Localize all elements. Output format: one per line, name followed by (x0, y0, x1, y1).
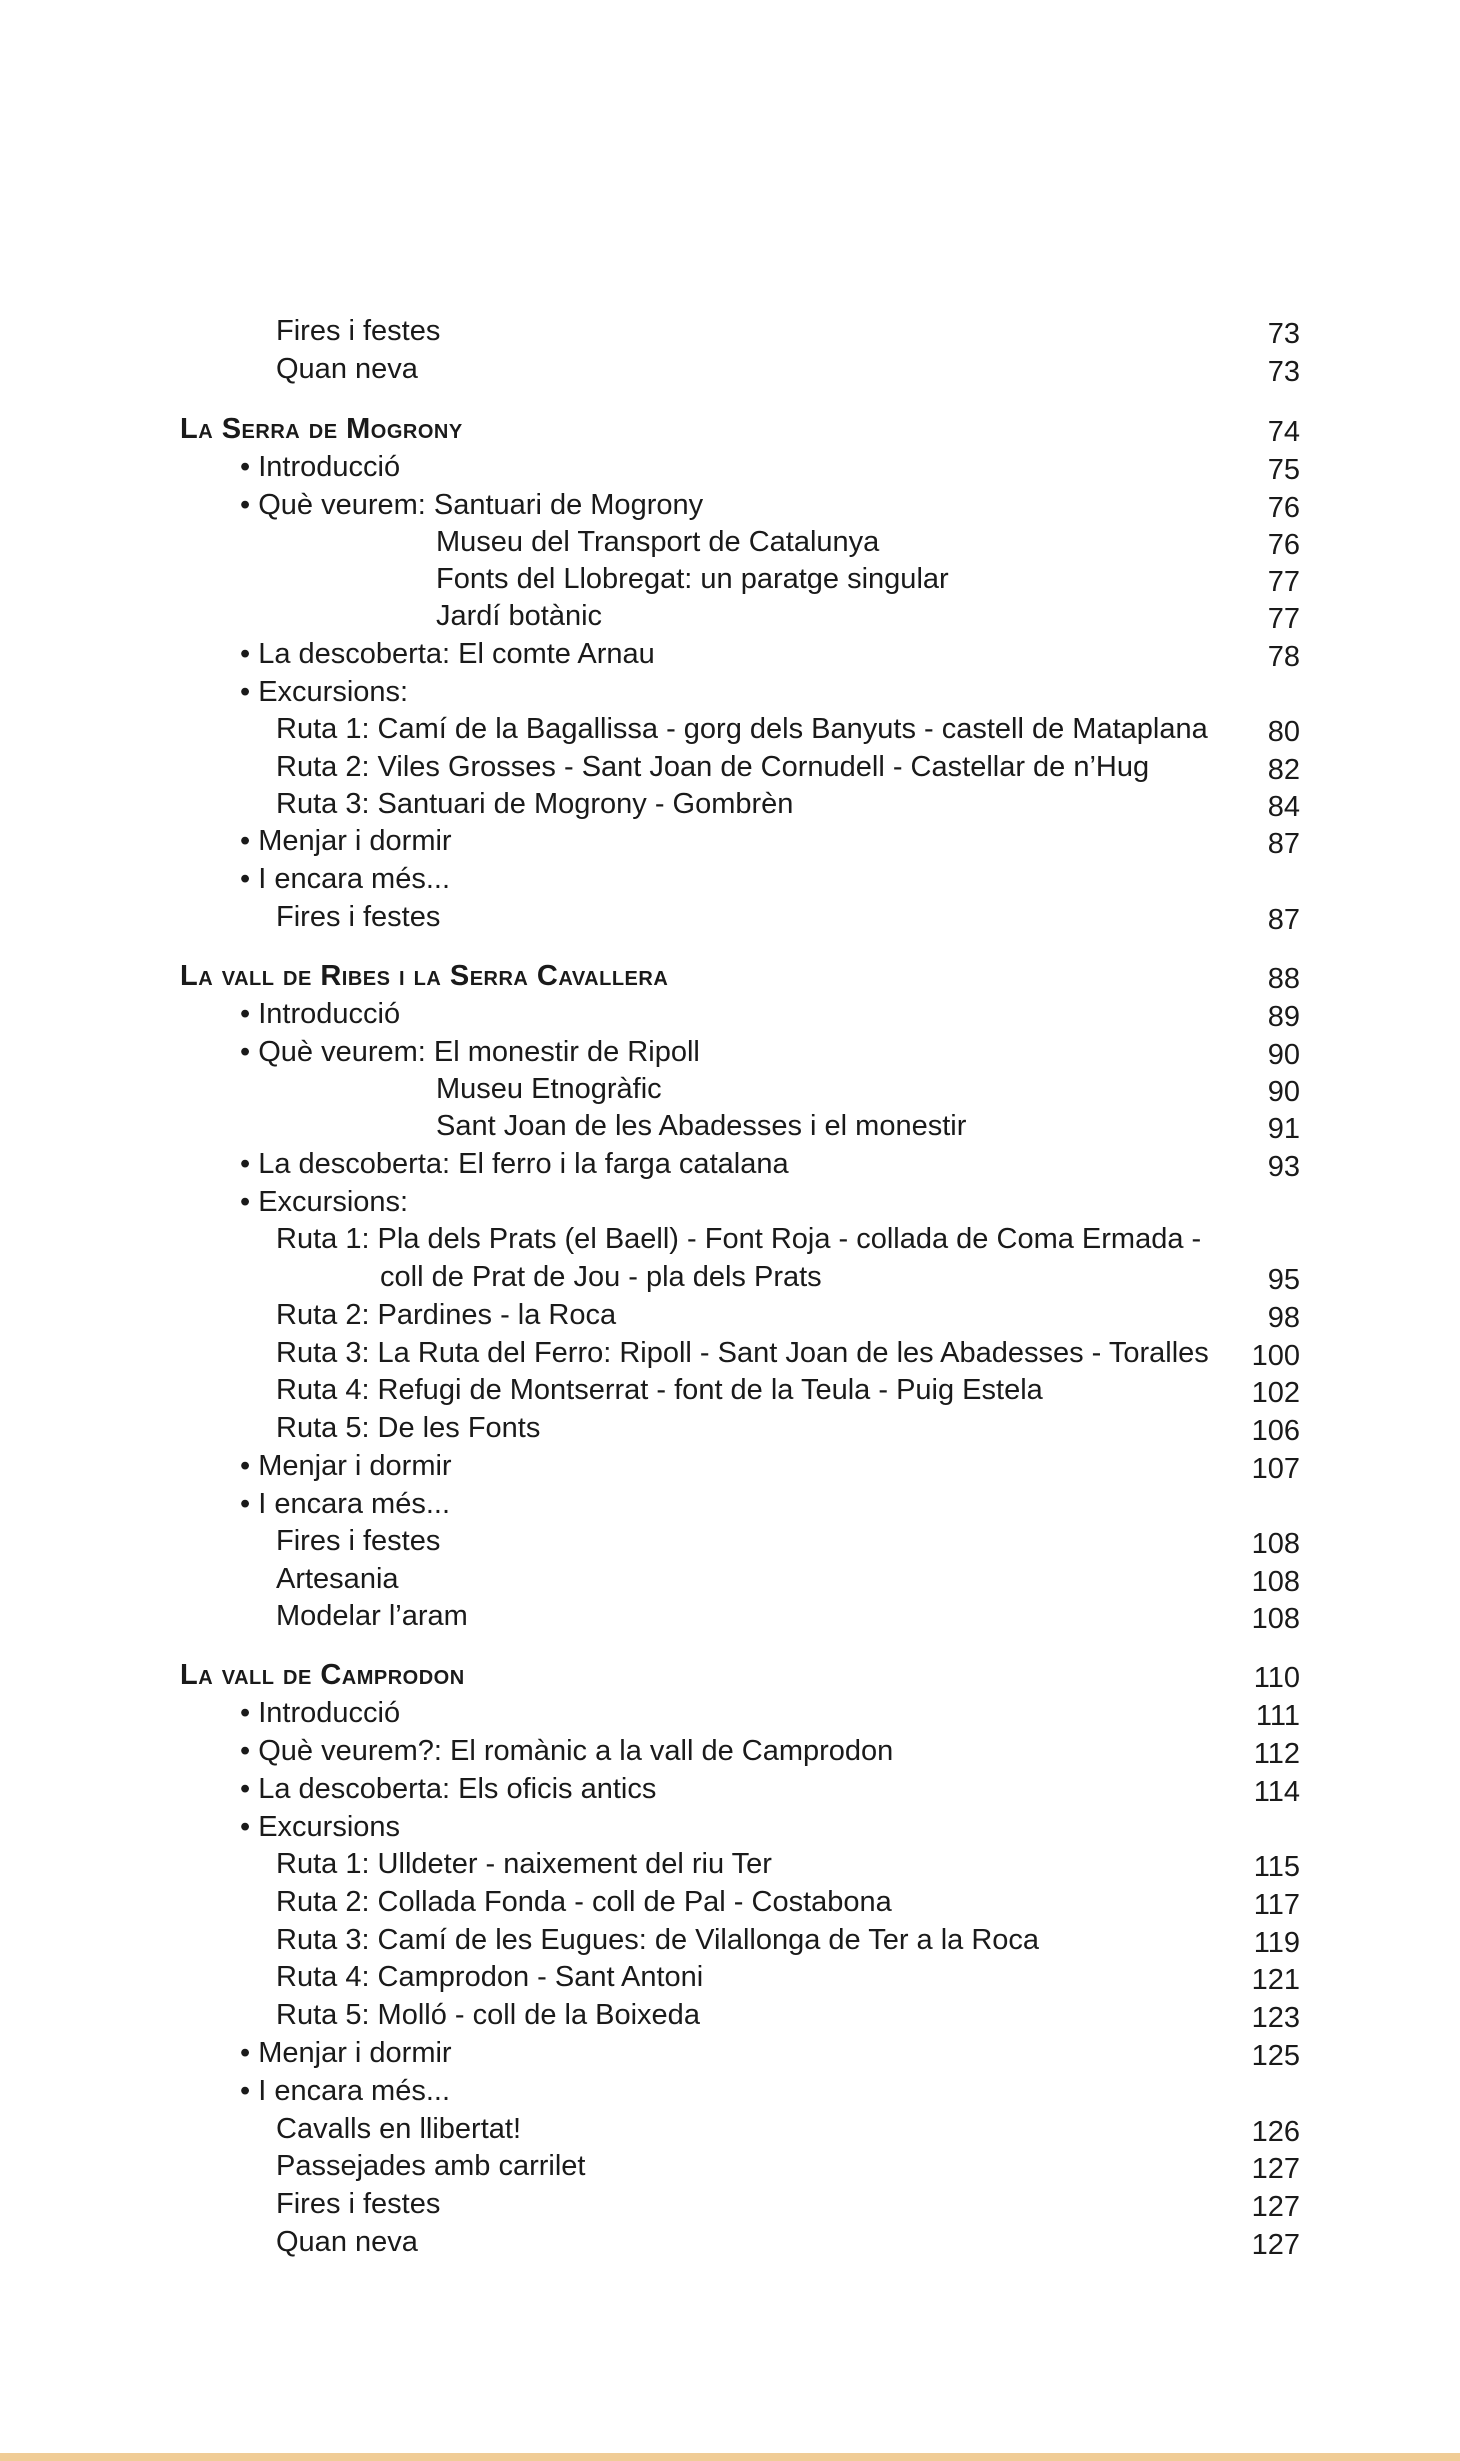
toc-entry-title: Passejades amb carrilet (276, 2150, 586, 2182)
toc-entry (0, 1296, 1460, 1334)
toc-page-number: 106 (1251, 1415, 1300, 1447)
toc-entry-title: La Serra de Mogrony (180, 413, 463, 445)
toc-page-number: 76 (1267, 529, 1300, 561)
toc-entry (0, 1371, 1460, 1409)
toc-page-number: 127 (1251, 2153, 1300, 2185)
toc-page-number: 76 (1267, 492, 1300, 524)
toc-entry-title: • Menjar i dormir (240, 825, 452, 857)
toc-entry (0, 1522, 1460, 1560)
toc-entry-title: Museu del Transport de Catalunya (436, 526, 880, 558)
toc-page-number: 126 (1251, 2116, 1300, 2148)
toc-entry (0, 673, 1460, 711)
toc-entry-title: • Què veurem: Santuari de Mogrony (240, 489, 704, 521)
toc-section-heading (0, 410, 1460, 448)
toc-entry (0, 1107, 1460, 1145)
toc-entry (0, 785, 1460, 823)
toc-entry-title: Artesania (276, 1563, 399, 1595)
toc-entry-title: • Què veurem: El monestir de Ripoll (240, 1036, 700, 1068)
toc-entry (0, 350, 1460, 388)
toc-page-number: 127 (1251, 2229, 1300, 2261)
toc-entry (0, 1732, 1460, 1770)
toc-page-number: 100 (1251, 1340, 1300, 1372)
toc-entry-title: La vall de Ribes i la Serra Cavallera (180, 960, 669, 992)
toc-entry-title: • Menjar i dormir (240, 1450, 452, 1482)
toc-page-number: 110 (1253, 1662, 1300, 1694)
toc-page-number: 87 (1267, 904, 1300, 936)
toc-entry (0, 635, 1460, 673)
toc-page-number: 112 (1253, 1738, 1300, 1770)
toc-entry (0, 1694, 1460, 1732)
toc-entry-title: • Excursions (240, 1811, 401, 1843)
toc-page-number: 102 (1251, 1377, 1300, 1409)
toc-entry-title: Ruta 5: De les Fonts (276, 1412, 541, 1444)
toc-entry-title: • La descoberta: Els oficis antics (240, 1773, 657, 1805)
toc-entry-title: Ruta 4: Camprodon - Sant Antoni (276, 1961, 704, 1993)
toc-entry-title: • Excursions: (240, 676, 409, 708)
toc-section-heading (0, 1656, 1460, 1694)
toc-entry (0, 1258, 1460, 1296)
toc-page-number: 91 (1267, 1113, 1300, 1145)
toc-page-number: 95 (1267, 1264, 1300, 1296)
toc-entry (0, 1033, 1460, 1071)
toc-page-number: 111 (1255, 1700, 1300, 1732)
toc-entry (0, 1996, 1460, 2034)
toc-section-heading (0, 957, 1460, 995)
toc-page-number: 117 (1253, 1889, 1300, 1921)
toc-entry (0, 1845, 1460, 1883)
toc-entry (0, 822, 1460, 860)
toc-page-number: 73 (1267, 356, 1300, 388)
toc-entry (0, 1597, 1460, 1635)
toc-entry-title: Ruta 3: Santuari de Mogrony - Gombrèn (276, 788, 794, 820)
toc-page-number: 77 (1267, 603, 1300, 635)
toc-entry (0, 597, 1460, 635)
toc-page-number: 98 (1267, 1302, 1300, 1334)
toc-entry (0, 2185, 1460, 2223)
toc-page-number: 84 (1267, 791, 1300, 823)
toc-page-number: 108 (1251, 1603, 1300, 1635)
toc-entry (0, 1409, 1460, 1447)
toc-entry (0, 486, 1460, 524)
toc-page-number: 88 (1267, 963, 1300, 995)
toc-page-number: 78 (1267, 641, 1300, 673)
toc-entry (0, 860, 1460, 898)
toc-entry (0, 1183, 1460, 1221)
toc-entry-title: • I encara més... (240, 1488, 451, 1520)
toc-page-number: 93 (1267, 1151, 1300, 1183)
toc-page-number: 74 (1267, 416, 1300, 448)
toc-entry (0, 1145, 1460, 1183)
toc-entry (0, 1220, 1460, 1258)
toc-entry-title: • La descoberta: El comte Arnau (240, 638, 655, 670)
toc-page-number: 90 (1267, 1076, 1300, 1108)
toc-entry (0, 1808, 1460, 1846)
toc-entry (0, 2223, 1460, 2261)
toc-entry-title: Quan neva (276, 353, 418, 385)
toc-entry-title: Ruta 4: Refugi de Montserrat - font de la Teula - Puig Estela (276, 1374, 1043, 1406)
toc-entry-title: • I encara més... (240, 2075, 451, 2107)
toc-page-number: 119 (1253, 1927, 1300, 1959)
toc-entry-title: Jardí botànic (436, 600, 603, 632)
toc-entry (0, 2072, 1460, 2110)
toc-entry-title: La vall de Camprodon (180, 1659, 465, 1691)
toc-entry (0, 1070, 1460, 1108)
toc-entry-title: Ruta 3: Camí de les Eugues: de Vilallonga de Ter a la Roca (276, 1924, 1040, 1956)
toc-entry-title: • Excursions: (240, 1186, 409, 1218)
toc-page-number: 115 (1253, 1851, 1300, 1883)
toc-entry-title: coll de Prat de Jou - pla dels Prats (380, 1261, 822, 1293)
toc-entry-title: Ruta 2: Pardines - la Roca (276, 1299, 617, 1331)
toc-entry-title: Ruta 2: Collada Fonda - coll de Pal - Costabona (276, 1886, 892, 1918)
toc-entry-title: • Introducció (240, 998, 401, 1030)
toc-page-number: 87 (1267, 828, 1300, 860)
toc-entry-title: Fires i festes (276, 2188, 441, 2220)
toc-entry-title: Ruta 2: Viles Grosses - Sant Joan de Cornudell - Castellar de n’Hug (276, 751, 1150, 783)
toc-entry-title: Quan neva (276, 2226, 418, 2258)
toc-entry-title: • I encara més... (240, 863, 451, 895)
page-bottom-edge (0, 2453, 1460, 2461)
toc-entry (0, 1560, 1460, 1598)
toc-page-number: 114 (1253, 1776, 1300, 1808)
toc-page-number: 108 (1251, 1528, 1300, 1560)
toc-entry (0, 710, 1460, 748)
toc-entry-title: Cavalls en llibertat! (276, 2113, 521, 2145)
toc-entry-title: Museu Etnogràfic (436, 1073, 662, 1105)
toc-entry (0, 1485, 1460, 1523)
toc-page-number: 90 (1267, 1039, 1300, 1071)
toc-entry-title: • Què veurem?: El romànic a la vall de Camprodon (240, 1735, 894, 1767)
toc-entry (0, 1770, 1460, 1808)
toc-page-number: 80 (1267, 716, 1300, 748)
toc-page-number: 82 (1267, 754, 1300, 786)
toc-page-number: 73 (1267, 318, 1300, 350)
toc-page-number: 123 (1251, 2002, 1300, 2034)
toc-page-number: 127 (1251, 2191, 1300, 2223)
toc-entry (0, 2034, 1460, 2072)
toc-entry (0, 448, 1460, 486)
toc-entry (0, 1334, 1460, 1372)
toc-entry-title: • Introducció (240, 451, 401, 483)
toc-entry-title: Fonts del Llobregat: un paratge singular (436, 563, 949, 595)
toc-entry (0, 1921, 1460, 1959)
toc-entry-title: • La descoberta: El ferro i la farga catalana (240, 1148, 789, 1180)
toc-entry (0, 898, 1460, 936)
toc-entry-title: • Introducció (240, 1697, 401, 1729)
toc-entry (0, 1958, 1460, 1996)
toc-entry (0, 995, 1460, 1033)
toc-page-number: 89 (1267, 1001, 1300, 1033)
toc-entry-title: Ruta 3: La Ruta del Ferro: Ripoll - Sant Joan de les Abadesses - Toralles (276, 1337, 1209, 1369)
toc-entry-title: Fires i festes (276, 1525, 441, 1557)
toc-entry (0, 2110, 1460, 2148)
toc-page-number: 121 (1251, 1964, 1300, 1996)
toc-entry (0, 748, 1460, 786)
toc-entry-title: Modelar l’aram (276, 1600, 468, 1632)
toc-page-number: 107 (1251, 1453, 1300, 1485)
toc-entry (0, 1883, 1460, 1921)
toc-page-number: 125 (1251, 2040, 1300, 2072)
toc-entry (0, 1447, 1460, 1485)
toc-entry-title: Ruta 1: Camí de la Bagallissa - gorg dels Banyuts - castell de Mataplana (276, 713, 1208, 745)
toc-entry-title: Fires i festes (276, 901, 441, 933)
toc-entry-title: Ruta 1: Pla dels Prats (el Baell) - Font Roja - collada de Coma Ermada - (276, 1223, 1202, 1255)
toc-entry-title: Ruta 1: Ulldeter - naixement del riu Ter (276, 1848, 772, 1880)
toc-entry (0, 312, 1460, 350)
toc-page-number: 77 (1267, 566, 1300, 598)
toc-entry (0, 2147, 1460, 2185)
toc-entry-title: Sant Joan de les Abadesses i el monestir (436, 1110, 967, 1142)
toc-page-number: 108 (1251, 1566, 1300, 1598)
toc-entry (0, 560, 1460, 598)
toc-page-number: 75 (1267, 454, 1300, 486)
toc-entry-title: • Menjar i dormir (240, 2037, 452, 2069)
toc-entry (0, 523, 1460, 561)
toc-entry-title: Ruta 5: Molló - coll de la Boixeda (276, 1999, 700, 2031)
toc-entry-title: Fires i festes (276, 315, 441, 347)
